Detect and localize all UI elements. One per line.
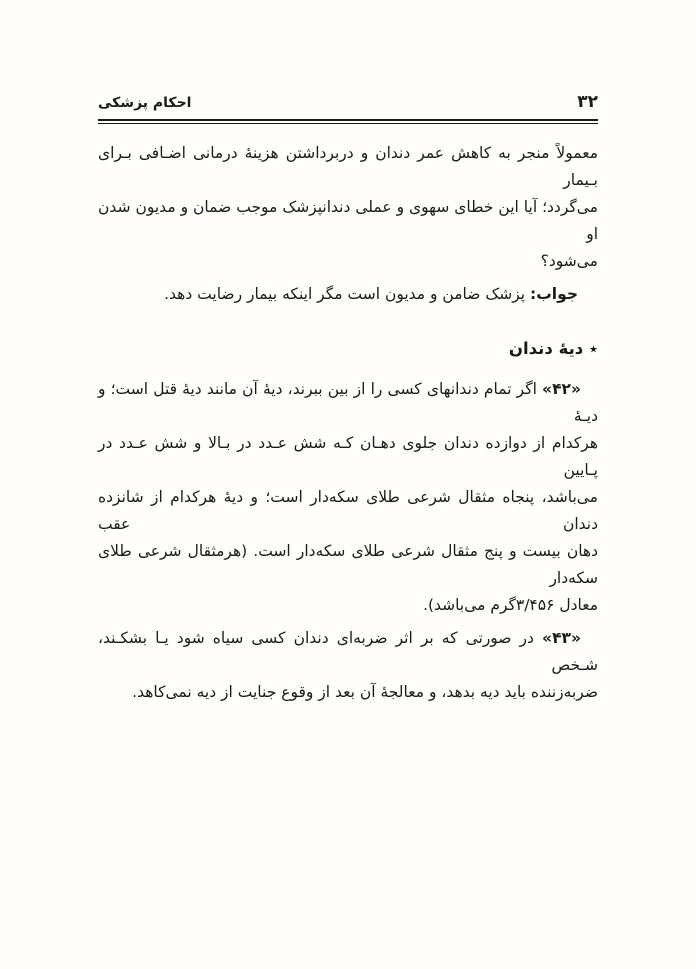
article-text: در صورتی که بر اثر ضربه‌ای دندان کسی سیاه شود یـا بشکـند، شـخص [98, 629, 598, 674]
article-number: «۴۳» [542, 629, 581, 647]
text-line: هرکدام از دوازده دندان جلوی دهـان کـه شش عـدد در بـالا و شش عـدد در پـایین [98, 434, 598, 479]
page-number: ۳۲ [577, 92, 598, 112]
text-line: می‌باشد، پنجاه مثقال شرعی طلای سکه‌دار است؛ و دیهٔ هرکدام از شانزده دندان عقب [98, 488, 598, 533]
page-header [98, 92, 598, 112]
article-42 [98, 376, 598, 619]
section-title: دیهٔ دندان [508, 339, 584, 358]
answer-text: پزشک ضامن و مدیون است مگر اینکه بیمار رضایت دهد. [164, 285, 531, 303]
section-marker-icon: ٭ [589, 339, 598, 358]
text-line [98, 376, 598, 430]
text-line: می‌شود؟ [540, 252, 598, 270]
page-body [98, 140, 598, 706]
text-line: ضربه‌زننده باید دیه بدهد، و معالجهٔ آن بعد از وقوع جنایت از دیه نمی‌کاهد. [132, 683, 598, 701]
running-title: احکام پزشکی [98, 95, 192, 111]
text-line: معادل ۳/۴۵۶گرم می‌باشد). [423, 596, 598, 614]
answer-label: جواب: [530, 285, 578, 303]
article-text: اگر تمام دندانهای کسی را از بین ببرند، دیهٔ آن مانند دیهٔ قتل است؛ و دیـهٔ [98, 380, 598, 425]
article-43 [98, 625, 598, 706]
text-line: دهان بیست و پنج مثقال شرعی طلای سکه‌دار است. (هرمثقال شرعی طلای سکه‌دار [98, 542, 598, 587]
paragraph-continuation [98, 140, 598, 275]
answer-line [98, 281, 598, 308]
text-line [98, 625, 598, 679]
text-line: می‌گردد؛ آیا این خطای سهوی و عملی دندانپزشک موجب ضمان و مدیون شدن او [98, 198, 598, 243]
article-number: «۴۲» [542, 380, 581, 398]
text-line: معمولاً منجر به کاهش عمر دندان و دربرداشتن هزینهٔ درمانی اضـافی بـرای بـیمار [98, 144, 598, 189]
section-heading [98, 335, 598, 362]
header-rule [98, 119, 598, 124]
